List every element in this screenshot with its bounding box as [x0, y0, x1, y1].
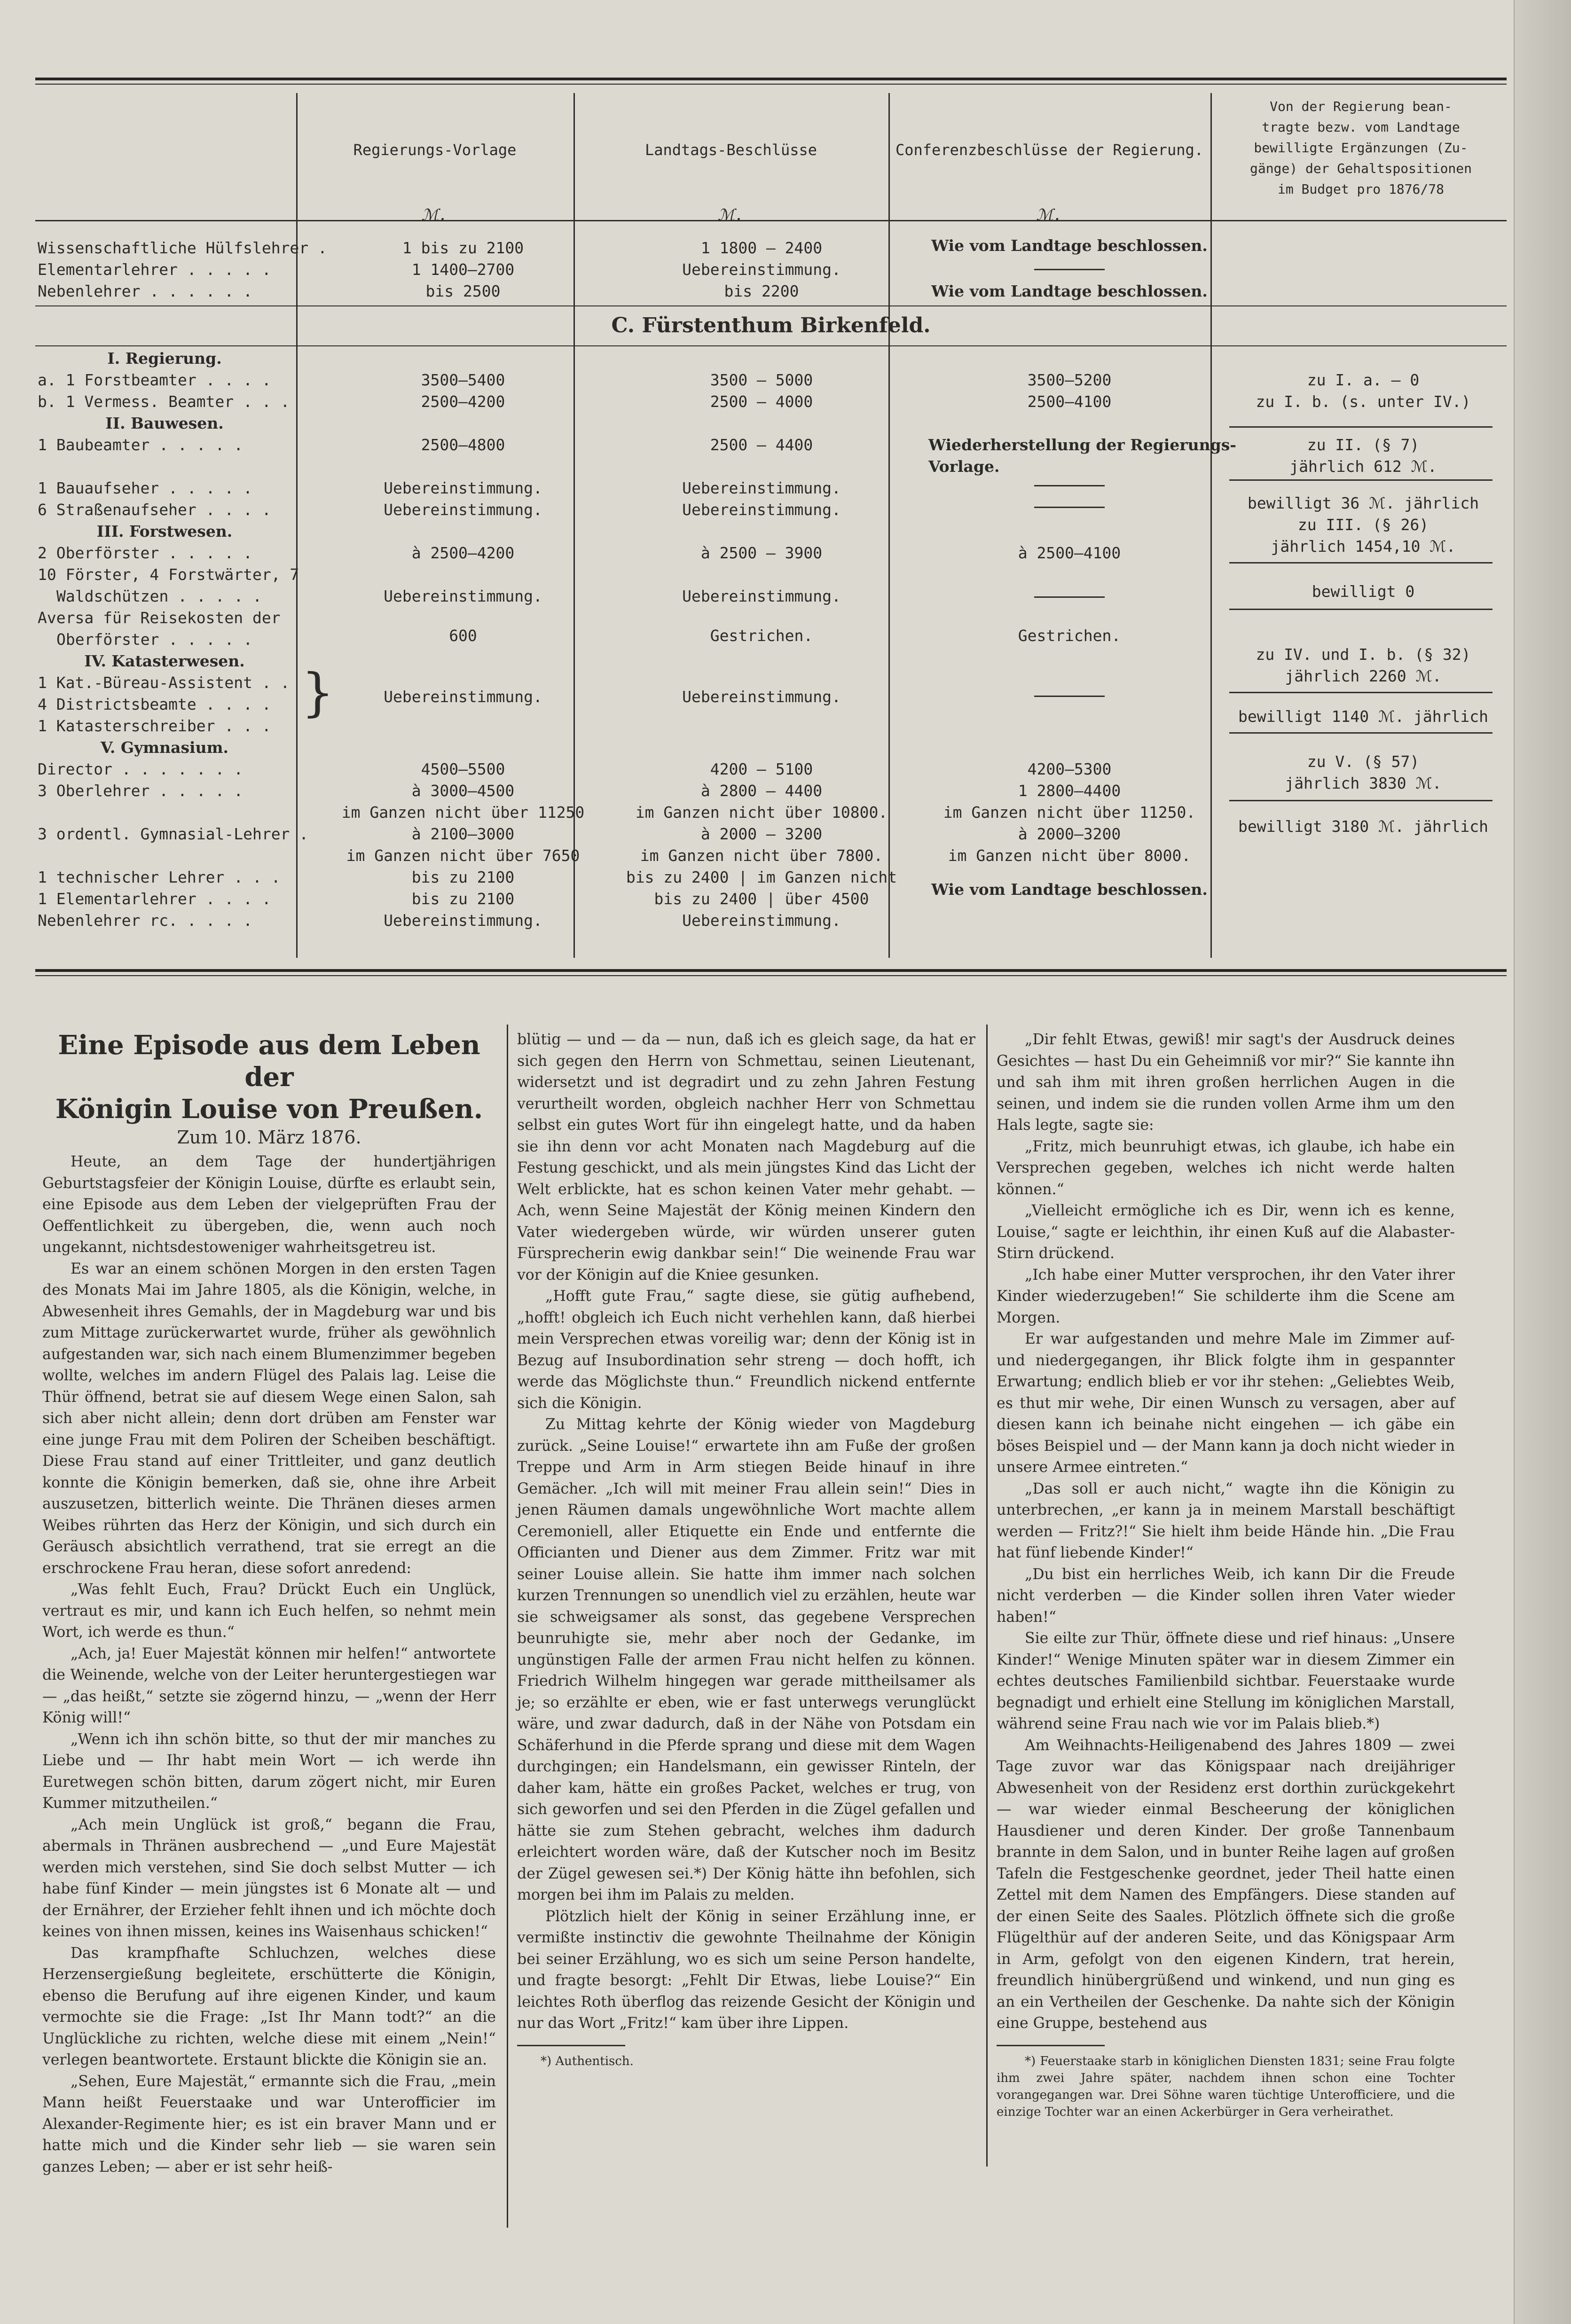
cell-dash: [1034, 507, 1105, 508]
cell-landtag: im Ganzen nicht über 7800.: [640, 846, 883, 865]
cell-dash: [1034, 696, 1105, 697]
paragraph: blütig — und — da — nun, daß ich es gleich sage, da hat er sich gegen den Herrn von Schmettau, seinen Lieutenant, widersetzt und ist degradirt und zu zehn Jahren Festung verurtheilt worden, obgleich nachher Herr von Schmettau selbst ein gutes Wort für ihn eingelegt hatte, und da haben sie ihn denn vor acht Monaten nach Magdeburg auf die Festung geschickt, und als mein jüngstes Kind das Licht der Welt erblickte, hat es schon keinen Vater mehr gehabt. — Ach, wenn Seine Majestät der König meinen Kindern den Vater wiedergeben würde, wir würden unserer guten Fürsprecherin ewig dankbar sein!“ Die weinende Frau war vor der Königin auf die Kniee gesunken.: [517, 1031, 975, 1283]
cell-landtag: Uebereinstimmung.: [682, 688, 841, 706]
cell-conferenz: im Ganzen nicht über 8000.: [948, 846, 1191, 865]
cell-conferenz: Gestrichen.: [1018, 626, 1121, 645]
row-label: a. 1 Forstbeamter . . . .: [38, 371, 271, 389]
row-label: 6 Straßenaufseher . . . .: [38, 501, 271, 519]
article-column-3: [997, 1029, 1455, 2121]
cell-ergaenzung: bewilligt 36 ℳ. jährlich: [1247, 494, 1479, 512]
footnote-rule: [517, 2045, 625, 2046]
cell-landtag: 1 1800 — 2400: [700, 239, 823, 257]
cell-vorlage: à 2500—4200: [411, 544, 515, 562]
cell-landtag: Uebereinstimmung.: [682, 587, 841, 605]
row-label: Nebenlehrer rc. . . . .: [38, 911, 252, 930]
cell-vorlage: bis zu 2100: [411, 890, 515, 908]
footnote: *) Feuerstaake starb in königlichen Diensten 1831; seine Frau folgte ihm zwei Jahre später, nachdem ihnen schon eine Tochter vorangegangen war. Drei Söhne waren tüchtige Unterofficiere, und die einzige Tochter war an einen Ackerbürger in Gera verheirathet.: [997, 2054, 1455, 2119]
row-label: 10 Förster, 4 Forstwärter, 7: [38, 565, 299, 584]
cell-ergaenzung: bewilligt 1140 ℳ. jährlich: [1238, 707, 1488, 726]
row-label: 1 Katasterschreiber . . .: [38, 717, 271, 735]
cell-conferenz: Wiederherstellung der Regierungs-: [928, 436, 1236, 454]
paragraph: „Was fehlt Euch, Frau? Drückt Euch ein Unglück, vertraut es mir, und kann ich Euch helfen, so nehmt mein Wort, ich werde es thun.“: [42, 1581, 496, 1641]
cell-rule: [1229, 479, 1492, 481]
cell-vorlage: 2500—4200: [421, 392, 505, 411]
row-label: 1 Kat.-Büreau-Assistent . .: [38, 673, 290, 692]
paragraph: Er war aufgestanden und mehre Male im Zimmer auf- und niedergegangen, ihr Blick folgte ihm in gespannter Erwartung; endlich blieb er vor ihr stehen: „Geliebtes Weib, es thut mir wehe, Dir einen Wunsch zu versagen, aber auf diesen kann ich beinahe nicht eingehen — ich gäbe ein böses Beispiel und — der Mann kann ja doch nicht wieder in unsere Armee eintreten.“: [997, 1330, 1455, 1476]
cell-vorlage: 4500—5500: [421, 760, 505, 778]
row-label: Elementarlehrer . . . . .: [38, 260, 271, 279]
cell-ergaenzung: zu I. a. — 0: [1307, 371, 1420, 389]
cell-ergaenzung: bewilligt 3180 ℳ. jährlich: [1238, 817, 1488, 836]
cell-landtag: Gestrichen.: [710, 626, 813, 645]
cell-vorlage: im Ganzen nicht über 7650: [346, 846, 580, 865]
cell-landtag: 2500 — 4400: [710, 436, 813, 454]
header-ergaenzungen: Von der Regierung bean- tragte bezw. vom Landtage bewilligte Ergänzungen (Zu- gänge) der Gehaltspositionen im Budget pro 1876/78: [1249, 99, 1472, 197]
cell-conferenz: 4200—5300: [1027, 760, 1112, 778]
header-regierungs-vorlage: Regierungs-Vorlage ℳ.: [353, 141, 517, 225]
budget-table: [35, 70, 1507, 968]
cell-landtag: bis zu 2400 | über 4500: [654, 890, 869, 908]
row-label: Wissenschaftliche Hülfslehrer .: [38, 239, 327, 257]
subsection-title: III. Forstwesen.: [96, 522, 233, 540]
cell-conferenz: 1 2800—4400: [1018, 782, 1121, 800]
cell-landtag: à 2500 — 3900: [700, 544, 823, 562]
cell-landtag: 4200 — 5100: [710, 760, 813, 778]
paragraph: „Fritz, mich beunruhigt etwas, ich glaube, ich habe ein Versprechen gegeben, welches ich nicht werde halten können.“: [997, 1138, 1455, 1198]
row-label: Oberförster . . . . .: [56, 630, 253, 649]
row-label: Director . . . . . . .: [38, 760, 244, 778]
footnote-rule: [997, 2045, 1105, 2046]
cell-ergaenzung: jährlich 3830 ℳ.: [1285, 774, 1442, 792]
article-column-1: [42, 1029, 496, 2178]
cell-vorlage: Uebereinstimmung.: [384, 688, 542, 706]
cell-conferenz: Wie vom Landtage beschlossen.: [931, 282, 1208, 300]
header-landtags-beschluesse: Landtags-Beschlüsse ℳ.: [644, 141, 817, 225]
cell-landtag: im Ganzen nicht über 10800.: [635, 803, 888, 822]
cell-ergaenzung: zu I. b. (s. unter IV.): [1256, 392, 1471, 411]
cell-vorlage: bis 2500: [425, 282, 501, 300]
cell-conferenz: im Ganzen nicht über 11250.: [943, 803, 1196, 822]
cell-landtag: bis 2200: [724, 282, 799, 300]
cell-landtag: Uebereinstimmung.: [682, 260, 841, 279]
cell-rule: [1229, 732, 1492, 734]
cell-rule: [1229, 426, 1492, 428]
cell-rule: [1229, 609, 1492, 610]
cell-landtag: Uebereinstimmung.: [682, 501, 841, 519]
paragraph: „Hofft gute Frau,“ sagte diese, sie gütig aufhebend, „hofft! obgleich ich Euch nicht verhehlen kann, daß hierbei mein Versprechen etwas voreilig war; denn der König ist in Bezug auf Insubordination sehr streng — doch hofft, ich werde das Möglichste thun.“ Freundlich nickend entfernte sich die Königin.: [517, 1288, 975, 1412]
cell-vorlage: Uebereinstimmung.: [384, 479, 542, 497]
cell-vorlage: 1 bis zu 2100: [402, 239, 524, 257]
row-label: 3 Oberlehrer . . . . .: [38, 782, 244, 800]
cell-conferenz: 2500—4100: [1027, 392, 1112, 411]
row-label: 1 technischer Lehrer . . .: [38, 868, 281, 886]
paragraph: Es war an einem schönen Morgen in den ersten Tagen des Monats Mai im Jahre 1805, als die Königin, welche, in Abwesenheit ihres Gemahls, der in Magdeburg war und bis zum Mittage zurückerwartet wurde, früher als gewöhnlich aufgestanden war, sich nach einem Blumenzimmer begeben wollte, welches im andern Flügel des Palais lag. Leise die Thür öffnend, betrat sie auf diesem Wege einen Salon, sah sich aber nicht allein; denn dort drüben am Fenster war eine junge Frau mit dem Poliren der Scheiben beschäftigt. Diese Frau stand auf einer Trittleiter, und ganz deutlich konnte die Königin bemerken, daß sie, ohne ihre Arbeit auszusetzen, bitterlich weinte. Die Thränen dieses armen Weibes rührten das Herz der Königin, und sich durch ein Geräusch absichtlich verrathend, trat sie erregt an die erschrockene Frau heran, diese sofort anredend:: [42, 1260, 496, 1577]
cell-landtag: à 2000 — 3200: [700, 825, 823, 843]
cell-dash: [1034, 269, 1105, 270]
article-column-2: [517, 1029, 975, 2070]
row-label: 1 Bauaufseher . . . . .: [38, 479, 252, 497]
paragraph: Am Weihnachts-Heiligenabend des Jahres 1809 — zwei Tage zuvor war das Königspaar nach dreijähriger Abwesenheit von der Residenz erst dorthin zurückgekehrt — war wieder einmal Bescheerung der königlichen Hausdiener und deren Kinder. Der große Tannenbaum brannte in dem Salon, und in bunter Reihe lagen auf großen Tafeln die Festgeschenke geordnet, jeder Theil hatte einen Zettel mit dem Namen des Empfängers. Diese standen auf der einen Seite des Saales. Plötzlich öffnete sich die große Flügelthür auf der anderen Seite, und das Königspaar Arm in Arm, gefolgt von den eigenen Kindern, trat herein, freundlich hinübergrüßend und winkend, und nun ging es an ein Vertheilen der Geschenke. Da nahte sich der Königin eine Gruppe, bestehend aus: [997, 1737, 1455, 2032]
cell-ergaenzung: jährlich 1454,10 ℳ.: [1271, 537, 1456, 556]
cell-landtag: bis zu 2400 | im Ganzen nicht: [626, 868, 897, 886]
section-rule: [35, 345, 1507, 346]
cell-vorlage: 2500—4800: [421, 436, 505, 454]
cell-vorlage: Uebereinstimmung.: [384, 587, 542, 605]
brace: }: [301, 662, 334, 722]
cell-dash: [1034, 596, 1105, 598]
cell-landtag: à 2800 — 4400: [700, 782, 823, 800]
header-conferenzbeschluesse: Conferenzbeschlüsse der Regierung. ℳ.: [895, 141, 1204, 225]
paragraph: „Das soll er auch nicht,“ wagte ihn die Königin zu unterbrechen, „er kann ja in meinem Marstall beschäftigt werden — Fritz?!“ Sie hielt ihm beide Hände hin. „Die Frau hat fünf liebende Kinder!“: [997, 1480, 1455, 1561]
row-label: Waldschützen . . . . .: [56, 587, 262, 605]
cell-ergaenzung: jährlich 612 ℳ.: [1289, 457, 1437, 476]
subsection-title: I. Regierung.: [107, 349, 222, 368]
cell-vorlage: im Ganzen nicht über 11250: [341, 803, 585, 822]
cell-landtag: Uebereinstimmung.: [682, 911, 841, 930]
section-rule: [35, 305, 1507, 306]
subsection-title: V. Gymnasium.: [101, 738, 228, 757]
cell-landtag: 3500 — 5000: [710, 371, 813, 389]
separator-rule-thin: [35, 975, 1507, 976]
cell-ergaenzung: bewilligt 0: [1312, 582, 1415, 601]
paragraph: Plötzlich hielt der König in seiner Erzählung inne, er vermißte instinctiv die gewohnte Theilnahme der Königin bei seiner Erzählung, wo es sich um seine Person handelte, und fragte besorgt: „Fehlt Dir Etwas, liebe Louise?“ Ein leichtes Roth überflog das reizende Gesicht der Königin und nur das Wort „Fritz!“ kam über ihre Lippen.: [517, 1908, 975, 2032]
paragraph: Das krampfhafte Schluchzen, welches diese Herzensergießung begleitete, erschütterte die Königin, ebenso die Berufung auf ihre eigenen Kinder, und kaum vermochte sie die Frage: „Ist Ihr Mann todt?“ an die Unglückliche zu richten, welche diese mit einem „Nein!“ verlegen beantwortete. Erstaunt blickte die Königin sie an.: [42, 1944, 496, 2068]
cell-vorlage: bis zu 2100: [411, 868, 515, 886]
cell-ergaenzung: jährlich 2260 ℳ.: [1285, 667, 1442, 685]
cell-ergaenzung: zu III. (§ 26): [1297, 516, 1429, 534]
cell-conferenz: Vorlage.: [928, 457, 1000, 476]
cell-conferenz: 3500—5200: [1027, 371, 1112, 389]
paragraph: Heute, an dem Tage der hundertjährigen Geburtstagsfeier der Königin Louise, dürfte es erlaubt sein, eine Episode aus dem Leben der vielgeprüften Frau der Oeffentlichkeit zu übergeben, die, wenn auch noch ungekannt, nichtsdestoweniger wahrheitsgetreu ist.: [42, 1153, 496, 1256]
page-edge-shadow: [1514, 0, 1571, 2324]
cell-conferenz: Wie vom Landtage beschlossen.: [931, 236, 1208, 255]
row-label: 3 ordentl. Gymnasial-Lehrer .: [38, 825, 309, 843]
cell-vorlage: 600: [449, 626, 477, 645]
paragraph: „Wenn ich ihn schön bitte, so thut der mir manches zu Liebe und — Ihr habt mein Wort — ich werde ihn Euretwegen schön bitten, darum zögert nicht, mir Euren Kummer mitzutheilen.“: [42, 1730, 496, 1812]
row-label: Aversa für Reisekosten der: [38, 609, 281, 627]
cell-conferenz: à 2500—4100: [1018, 544, 1121, 562]
article-title: Eine Episode aus dem Leben der Königin Louise von Preußen.: [55, 1030, 483, 1125]
paragraph: Sie eilte zur Thür, öffnete diese und rief hinaus: „Unsere Kinder!“ Wenige Minuten später war in diesem Zimmer ein echtes deutsches Familienbild sichtbar. Feuerstaake wurde begnadigt und erhielt eine Stellung im königlichen Marstall, während seine Frau nach wie vor im Palais blieb.*): [997, 1630, 1455, 1732]
paragraph: „Du bist ein herrliches Weib, ich kann Dir die Freude nicht verderben — die Kinder sollen ihren Vater wieder haben!“: [997, 1565, 1455, 1626]
paragraph: „Ach, ja! Euer Majestät können mir helfen!“ antwortete die Weinende, welche von der Leiter heruntergestiegen war — „das heißt,“ setzte sie zögernd hinzu, — „wenn der Herr König will!“: [42, 1645, 496, 1726]
row-label: 2 Oberförster . . . . .: [38, 544, 252, 562]
paragraph: „Ach mein Unglück ist groß,“ begann die Frau, abermals in Thränen ausbrechend — „und Eure Majestät werden mich verstehen, sind Sie doch selbst Mutter — ich habe fünf Kinder — mein jüngstes ist 6 Monate alt — und der Ernährer, der Erzieher fehlt ihnen und ich möchte doch keines von ihnen missen, keines ins Waisenhaus schicken!“: [42, 1816, 496, 1940]
column-divider: [986, 1025, 988, 2167]
cell-conferenz: Wie vom Landtage beschlossen.: [931, 880, 1208, 899]
separator-rule: [35, 969, 1507, 972]
column-divider: [507, 1025, 508, 2228]
row-label: b. 1 Vermess. Beamter . . .: [38, 392, 290, 411]
row-label: Nebenlehrer . . . . . .: [38, 282, 252, 300]
cell-vorlage: Uebereinstimmung.: [384, 911, 542, 930]
cell-rule: [1229, 800, 1492, 801]
cell-landtag: Uebereinstimmung.: [682, 479, 841, 497]
row-label: 4 Districtsbeamte . . . .: [38, 695, 271, 713]
cell-ergaenzung: zu V. (§ 57): [1307, 752, 1420, 771]
cell-dash: [1034, 485, 1105, 486]
cell-rule: [1229, 562, 1492, 563]
paragraph: „Sehen, Eure Majestät,“ ermannte sich die Frau, „mein Mann heißt Feuerstaake und war Unterofficier im Alexander-Regimente hier; es ist ein braver Mann und er hatte mich und die Kinder sehr lieb — sie waren sein ganzes Leben; — aber er ist sehr heiß-: [42, 2073, 496, 2175]
paragraph: „Ich habe einer Mutter versprochen, ihr den Vater ihrer Kinder wiederzugeben!“ Sie schilderte ihm die Scene am Morgen.: [997, 1266, 1455, 1326]
paragraph: Zu Mittag kehrte der König wieder von Magdeburg zurück. „Seine Louise!“ erwartete ihn am Fuße der großen Treppe und Arm in Arm stiegen Beide hinauf in ihre Gemächer. „Ich will mit meiner Frau allein sein!“ Dies in jenen Räumen damals ungewöhnliche Wort machte allem Ceremoniell, aller Etiquette ein Ende und entfernte die Officianten und Diener aus dem Zimmer. Fritz war mit seiner Louise allein. Sie hatte ihm immer nach solchen kurzen Trennungen so unendlich viel zu erzählen, heute war sie schweigsamer als sonst, das gegebene Versprechen beunruhigte sie, mehr aber noch der Gedanke, im ungünstigen Falle der armen Frau nicht helfen zu können. Friedrich Wilhelm hingegen war gerade mittheilsamer als je; so erzählte er eben, wie er fast unterwegs verunglückt wäre, und zwar dadurch, daß in der Nähe von Potsdam ein Schäferhund in die Pferde sprang und diese mit dem Wagen durchgingen; ein Handelsmann, ein gewisser Rinteln, der daher kam, hätte ein großes Packet, welches er trug, von sich geworfen und sei den Pferden in die Zügel gefallen und hätte sie zum Stehen gebracht, welches ihm dadurch erleichtert worden wäre, daß der Kutscher noch im Besitz der Zügel gewesen sei.*) Der König hätte ihn befohlen, sich morgen bei ihm im Palais zu melden.: [517, 1416, 975, 1903]
cell-ergaenzung: zu II. (§ 7): [1307, 436, 1420, 454]
cell-landtag: 2500 — 4000: [710, 392, 813, 411]
subsection-title: II. Bauwesen.: [105, 414, 224, 432]
row-label: 1 Elementarlehrer . . . .: [38, 890, 271, 908]
cell-ergaenzung: zu IV. und I. b. (§ 32): [1256, 645, 1471, 664]
row-label: 1 Baubeamter . . . . .: [38, 436, 244, 454]
paragraph: „Dir fehlt Etwas, gewiß! mir sagt's der Ausdruck deines Gesichtes — hast Du ein Geheimniß vor mir?“ Sie kannte ihn und sah ihm mit ihren großen herrlichen Augen in die seinen, und indem sie die runden vollen Arme ihm um den Hals legte, sagte sie:: [997, 1031, 1455, 1134]
cell-vorlage: 1 1400—2700: [411, 260, 515, 279]
paragraph: „Vielleicht ermögliche ich es Dir, wenn ich es kenne, Louise,“ sagte er leichthin, ihr einen Kuß auf die Alabaster-Stirn drückend.: [997, 1202, 1455, 1262]
cell-vorlage: à 2100—3000: [411, 825, 515, 843]
footnote: *) Authentisch.: [541, 2054, 634, 2068]
section-title: C. Fürstenthum Birkenfeld.: [611, 313, 931, 337]
cell-vorlage: Uebereinstimmung.: [384, 501, 542, 519]
cell-vorlage: 3500—5400: [421, 371, 505, 389]
article-date: Zum 10. März 1876.: [177, 1127, 361, 1148]
subsection-title: IV. Katasterwesen.: [84, 652, 245, 670]
cell-conferenz: à 2000—3200: [1018, 825, 1121, 843]
cell-rule: [1229, 692, 1492, 693]
cell-vorlage: à 3000—4500: [411, 782, 515, 800]
